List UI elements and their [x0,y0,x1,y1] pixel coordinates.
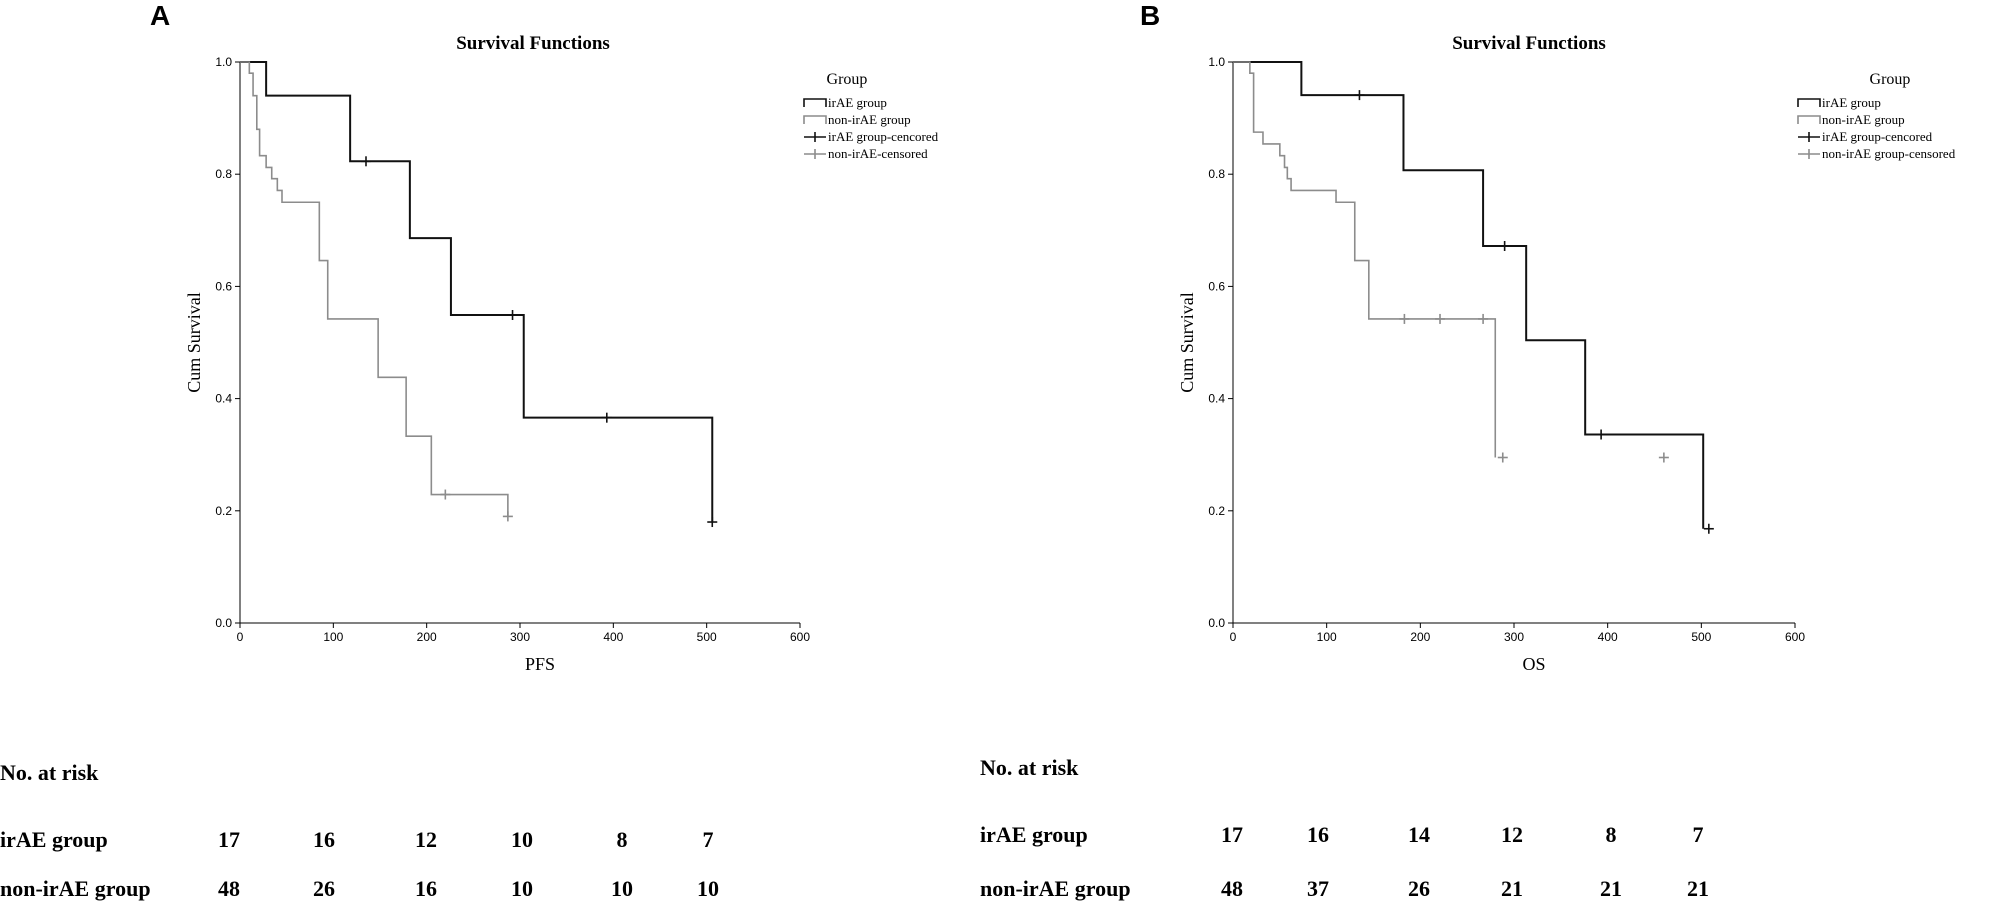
legend-label: irAE group [828,95,887,110]
risk-table-header: No. at risk [980,755,1079,780]
y-tick-label: 0.6 [1208,279,1225,294]
legend-label: non-irAE group-censored [1822,146,1956,161]
legend-line-swatch [804,116,826,124]
irae-censor-mark [1500,241,1510,251]
swatch-path [804,116,826,124]
legend-censor-swatch [1798,149,1820,159]
legend-line-swatch [804,99,826,107]
x-tick-label: 100 [1316,630,1337,644]
risk-count: 37 [1307,876,1329,901]
swatch-path [804,99,826,107]
risk-count: 48 [1221,876,1243,901]
risk-count: 7 [702,827,714,852]
y-tick-label: 0.4 [1208,391,1225,406]
x-tick-label: 200 [1410,630,1431,644]
risk-count: 7 [1692,822,1704,847]
risk-count: 8 [1605,822,1617,847]
risk-count: 14 [1408,822,1430,847]
legend [804,71,939,161]
irae-survival-curve [1233,62,1703,529]
irae-censor-mark [602,413,612,423]
x-axis-title: OS [1522,654,1546,674]
risk-table [980,755,1709,901]
risk-count: 16 [1307,822,1329,847]
x-tick-label: 300 [509,630,531,644]
legend-line-swatch [1798,99,1820,107]
legend-label: irAE group [1822,95,1881,110]
x-tick-label: 100 [323,630,344,644]
non-irae-censor-mark [1659,453,1669,463]
y-tick-label: 1.0 [215,55,232,69]
irae-censor-mark [707,517,717,527]
legend-line-swatch [1798,116,1820,124]
risk-row-label: non-irAE group [0,876,151,901]
legend-label: irAE group-cencored [1822,129,1933,144]
y-tick-label: 0.8 [215,167,232,182]
panel-letter: A [150,0,171,31]
x-axis-title: PFS [524,654,556,674]
legend-censor-swatch [1798,132,1820,142]
irae-censor-mark [508,310,518,320]
y-axis-title: Cum Survival [1177,292,1197,393]
risk-row-label: irAE group [0,827,108,852]
panel-b [980,0,1956,901]
risk-count: 10 [511,827,533,852]
risk-row-label: non-irAE group [980,876,1131,901]
y-tick-label: 0.6 [215,279,232,294]
irae-censor-mark [1704,524,1714,534]
non-irae-censor-mark [1498,453,1508,463]
non-irae-survival-curve [1233,62,1495,458]
risk-count: 10 [697,876,719,901]
swatch-path [1798,116,1820,124]
legend-title: Group [826,71,868,88]
risk-count: 8 [616,827,628,852]
risk-table-header: No. at risk [0,760,99,785]
risk-count: 10 [511,876,533,901]
risk-count: 17 [218,827,240,852]
risk-count: 16 [415,876,437,901]
risk-count: 26 [313,876,335,901]
y-axis-title: Cum Survival [184,292,204,393]
legend-censor-swatch [804,149,826,159]
risk-count: 16 [313,827,335,852]
risk-count: 21 [1501,876,1523,901]
y-tick-label: 0.0 [1208,616,1225,630]
risk-count: 17 [1221,822,1243,847]
y-tick-label: 0.0 [215,616,232,630]
risk-count: 21 [1687,876,1709,901]
panel-a [0,0,939,901]
risk-count: 26 [1408,876,1430,901]
chart-title: Survival Functions [1452,33,1606,54]
non-irae-censor-mark [440,490,450,500]
irae-censor-mark [1354,90,1364,100]
legend-label: non-irAE group [828,112,911,127]
irae-censor-mark [361,156,371,166]
risk-table [0,760,719,901]
risk-count: 12 [415,827,437,852]
chart-title: Survival Functions [456,33,610,54]
x-tick-label: 200 [416,630,437,644]
risk-row-label: irAE group [980,822,1088,847]
legend-label: non-irAE group [1822,112,1905,127]
non-irae-survival-curve [240,62,508,516]
irae-survival-curve [240,62,712,522]
non-irae-censor-mark [503,511,513,521]
non-irae-censor-mark [1399,314,1409,324]
y-tick-label: 0.8 [1208,167,1225,182]
y-tick-label: 0.2 [1208,503,1225,518]
swatch-path [1798,99,1820,107]
non-irae-censor-mark [1435,314,1445,324]
non-irae-censor-mark [1478,314,1488,324]
legend-censor-swatch [804,132,826,142]
x-tick-label: 400 [1597,630,1618,644]
x-tick-label: 0 [1229,630,1237,644]
panel-letter: B [1140,0,1161,31]
legend-label: non-irAE-censored [828,146,928,161]
legend-title: Group [1869,71,1911,88]
x-tick-label: 500 [1691,630,1712,644]
y-tick-label: 0.4 [215,391,232,406]
x-tick-label: 400 [603,630,624,644]
x-tick-label: 0 [236,630,244,644]
x-tick-label: 500 [696,630,717,644]
irae-censor-mark [1596,430,1606,440]
risk-count: 10 [611,876,633,901]
y-tick-label: 0.2 [215,503,232,518]
legend [1798,71,1956,161]
risk-count: 21 [1600,876,1622,901]
x-tick-label: 600 [789,630,811,644]
x-tick-label: 600 [1784,630,1806,644]
risk-count: 48 [218,876,240,901]
y-tick-label: 1.0 [1208,55,1225,69]
x-tick-label: 300 [1503,630,1525,644]
risk-count: 12 [1501,822,1523,847]
legend-label: irAE group-cencored [828,129,939,144]
